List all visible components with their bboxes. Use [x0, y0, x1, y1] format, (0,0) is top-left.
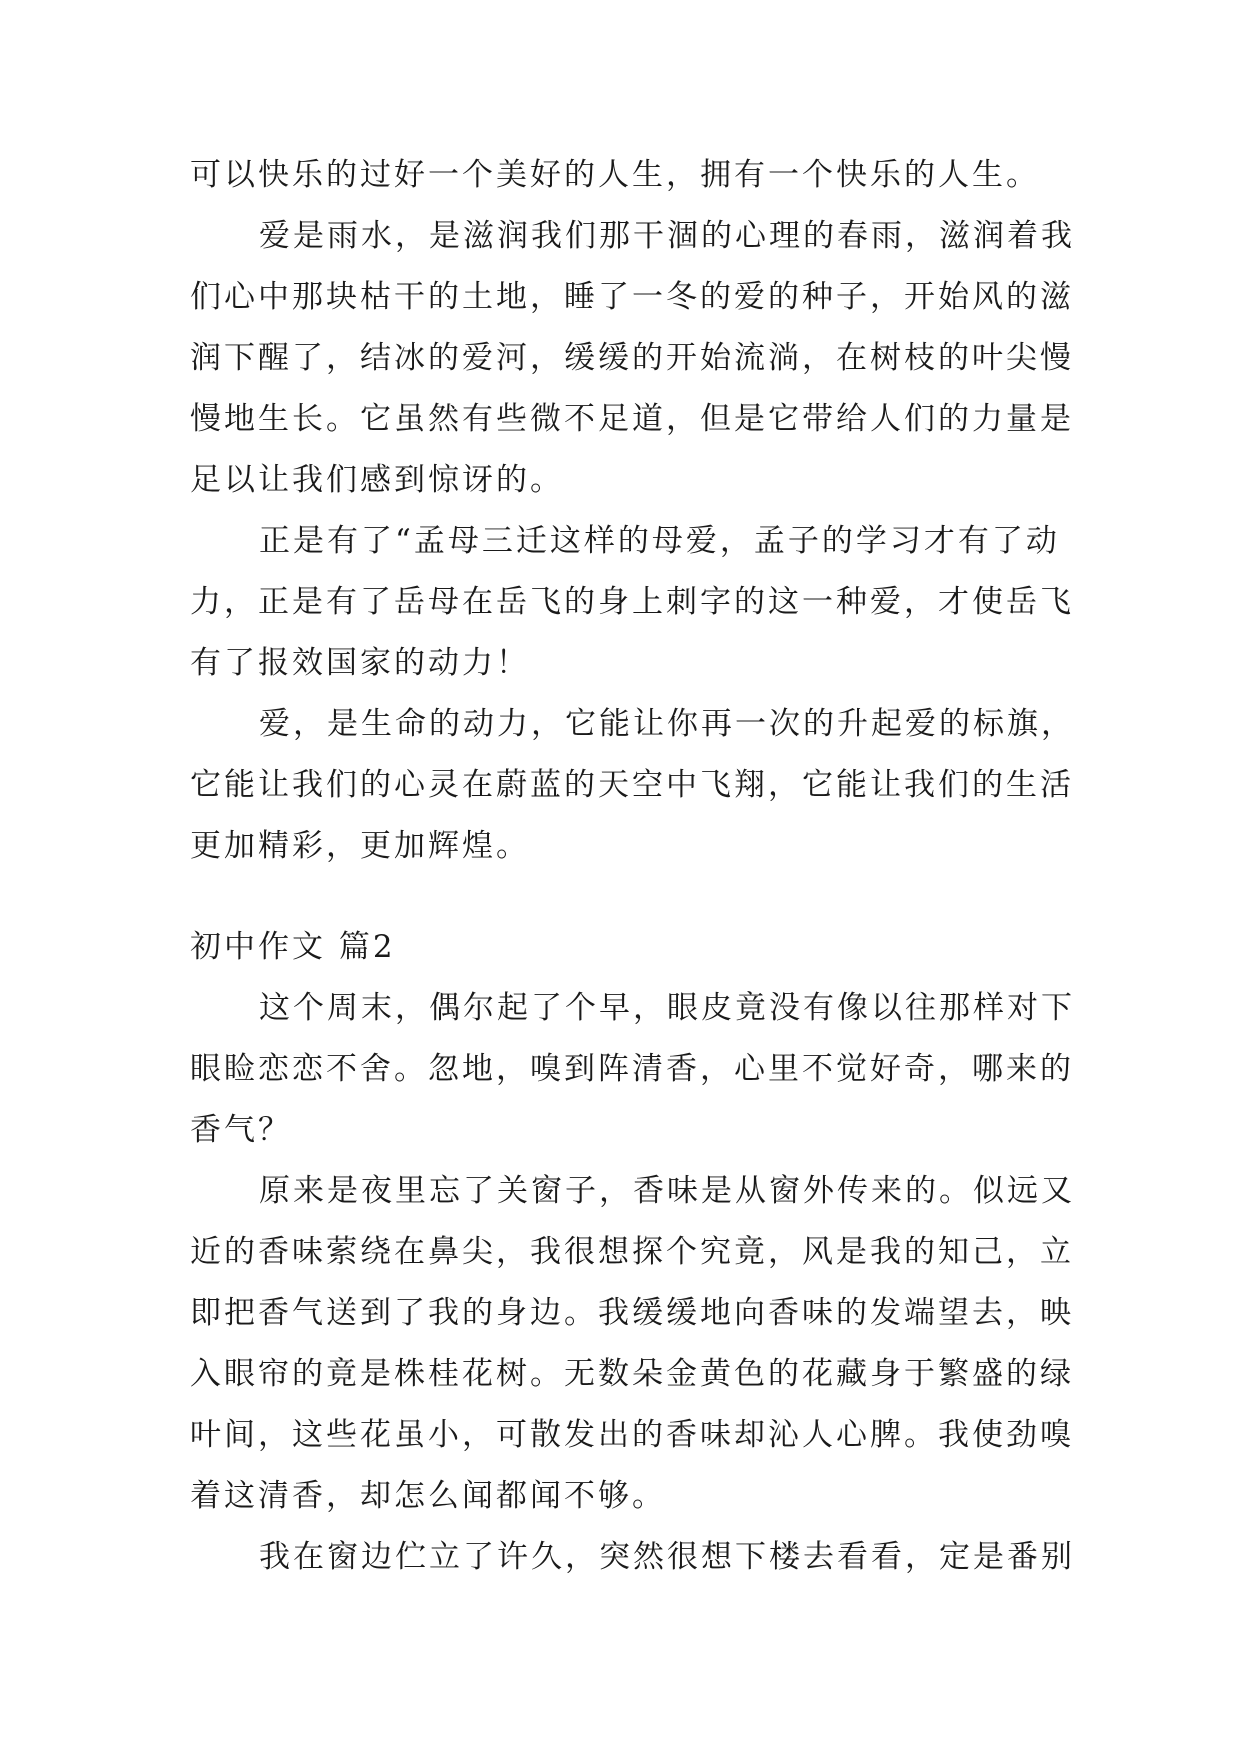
- text-line: 有了报效国家的动力！: [190, 645, 530, 681]
- text-line: 眼睑恋恋不舍。忽地，嗅到阵清香，心里不觉好奇，哪来的: [190, 1051, 1074, 1087]
- section-title: 初中作文 篇2: [190, 929, 396, 965]
- text-line: 可以快乐的过好一个美好的人生，拥有一个快乐的人生。: [190, 157, 1040, 193]
- document-page: [190, 155, 1075, 1598]
- text-line: 这个周末，偶尔起了个早，眼皮竟没有像以往那样对下: [259, 990, 1075, 1026]
- text-line: 入眼帘的竟是株桂花树。无数朵金黄色的花藏身于繁盛的绿: [190, 1356, 1074, 1392]
- paragraph-by-the-window: [190, 1537, 1075, 1578]
- text-line: 我在窗边伫立了许久，突然很想下楼去看看，定是番别: [259, 1539, 1075, 1575]
- text-line: 叶间，这些花虽小，可散发出的香味却沁人心脾。我使劲嗅: [190, 1417, 1074, 1453]
- paragraph-continued: [190, 155, 1060, 196]
- paragraph-weekend-morning: [190, 988, 1075, 1151]
- text-line: 足以让我们感到惊讶的。: [190, 462, 564, 498]
- text-line: 即把香气送到了我的身边。我缓缓地向香味的发端望去，映: [190, 1295, 1074, 1331]
- text-line: 们心中那块枯干的土地，睡了一冬的爱的种子，开始风的滋: [190, 279, 1074, 315]
- text-line: 它能让我们的心灵在蔚蓝的天空中飞翔，它能让我们的生活: [190, 767, 1074, 803]
- text-line: 润下醒了，结冰的爱河，缓缓的开始流淌，在树枝的叶尖慢: [190, 340, 1074, 376]
- text-line: 爱，是生命的动力，它能让你再一次的升起爱的标旗，: [259, 706, 1075, 742]
- text-line: 更加精彩，更加辉煌。: [190, 828, 530, 864]
- text-line: 爱是雨水，是滋润我们那干涸的心理的春雨，滋润着我: [259, 218, 1075, 254]
- paragraph-love-is-rain: [190, 216, 1075, 501]
- section-gap: [190, 887, 1060, 927]
- text-line: 力，正是有了岳母在岳飞的身上刺字的这一种爱，才使岳飞: [190, 584, 1074, 620]
- text-line: 香气？: [190, 1112, 292, 1148]
- text-line: 正是有了“孟母三迁这样的母爱，孟子的学习才有了动: [259, 523, 1060, 559]
- paragraph-mencius-mother: [190, 521, 1074, 684]
- text-line: 原来是夜里忘了关窗子，香味是从窗外传来的。似远又: [259, 1173, 1075, 1209]
- text-line: 慢地生长。它虽然有些微不足道，但是它带给人们的力量是: [190, 401, 1074, 437]
- text-line: 近的香味萦绕在鼻尖，我很想探个究竟，风是我的知己，立: [190, 1234, 1074, 1270]
- text-line: 着这清香，却怎么闻都闻不够。: [190, 1478, 666, 1514]
- paragraph-love-is-power: [190, 704, 1075, 867]
- paragraph-osmanthus-tree: [190, 1171, 1075, 1517]
